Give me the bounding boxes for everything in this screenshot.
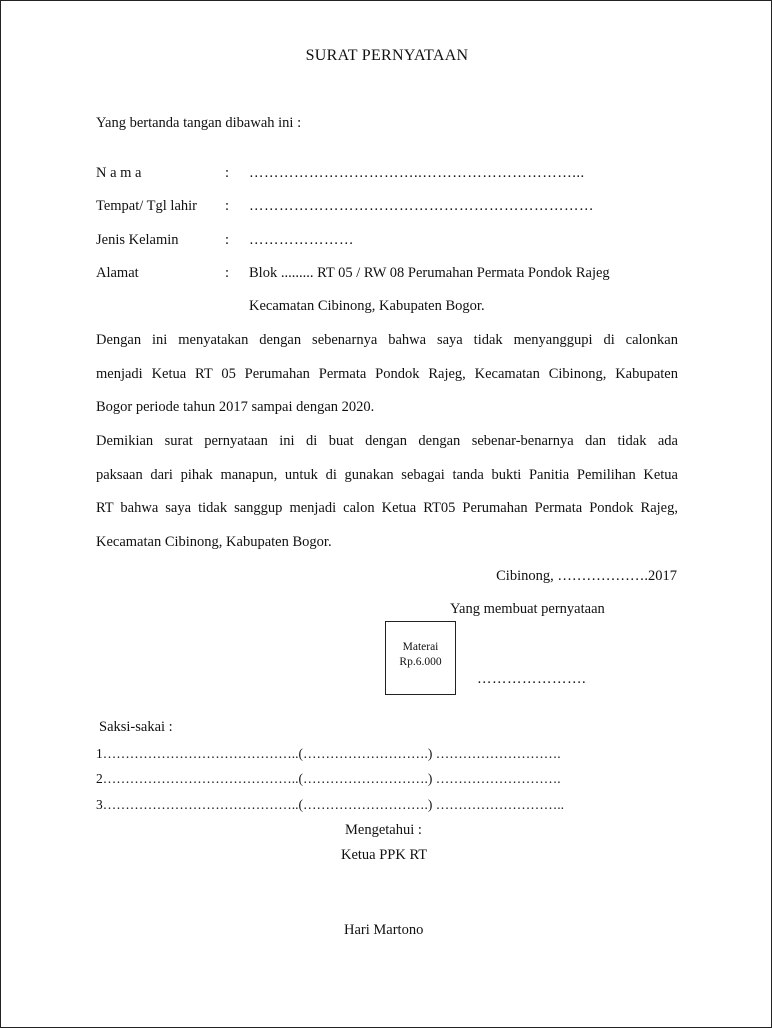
field-label-jenis-kelamin: Jenis Kelamin: [96, 232, 179, 248]
field-colon: :: [225, 198, 230, 214]
signer-label: Yang membuat pernyataan: [450, 601, 605, 617]
field-label-nama: N a m a: [96, 165, 142, 181]
field-label-alamat: Alamat: [96, 265, 139, 281]
field-value-alamat-line2: Kecamatan Cibinong, Kabupaten Bogor.: [249, 298, 485, 314]
witness-line-2: 2……………………………………..(……………………….) ……………………….: [96, 771, 561, 786]
paragraph2-line: RT bahwa saya tidak sanggup menjadi calon Ketua RT05 Perumahan Permata Pondok Rajeg,: [96, 500, 678, 516]
witness-line-3: 3……………………………………..(……………………….) ………………………..: [96, 797, 564, 812]
paragraph1-line: Bogor periode tahun 2017 sampai dengan 2020.: [96, 399, 375, 415]
field-value-ttl: ……………………………………………………………: [249, 198, 594, 214]
materai-amount: Rp.6.000: [399, 656, 442, 668]
field-colon: :: [225, 265, 230, 281]
materai-label: Materai: [402, 641, 439, 653]
field-value-alamat: Blok ......... RT 05 / RW 08 Perumahan Permata Pondok Rajeg: [249, 265, 610, 281]
field-colon: :: [225, 232, 230, 248]
paragraph2-line: Demikian surat pernyataan ini di buat dengan dengan sebenar-benarnya dan tidak ada: [96, 433, 678, 449]
paragraph1-line: Dengan ini menyatakan dengan sebenarnya bahwa saya tidak menyanggupi di calonkan: [96, 332, 678, 348]
place-date: Cibinong, ……………….2017: [496, 568, 677, 584]
field-value-jenis-kelamin: …………………: [249, 232, 354, 248]
field-value-nama: ……………………………..…………………………...: [249, 165, 585, 181]
paragraph1-line: menjadi Ketua RT 05 Perumahan Permata Pondok Rajeg, Kecamatan Cibinong, Kabupaten: [96, 366, 678, 382]
field-colon: :: [225, 165, 230, 181]
paragraph2-line: paksaan dari pihak manapun, untuk di gunakan sebagai tanda bukti Panitia Pemilihan Ketua: [96, 467, 678, 483]
acknowledge-label: Mengetahui :: [345, 822, 422, 838]
acknowledge-role: Ketua PPK RT: [341, 847, 428, 863]
intro-text: Yang bertanda tangan dibawah ini :: [96, 115, 302, 131]
paragraph2-line: Kecamatan Cibinong, Kabupaten Bogor.: [96, 534, 332, 550]
document-title: SURAT PERNYATAAN: [305, 47, 469, 64]
witness-title: Saksi-sakai :: [99, 719, 173, 735]
materai-stamp-box: [385, 621, 456, 695]
acknowledge-name: Hari Martono: [344, 922, 424, 938]
witness-line-1: 1……………………………………..(……………………….) ……………………….: [96, 746, 561, 761]
field-label-ttl: Tempat/ Tgl lahir: [96, 198, 197, 214]
signer-signature-line: ………………….: [477, 671, 587, 687]
